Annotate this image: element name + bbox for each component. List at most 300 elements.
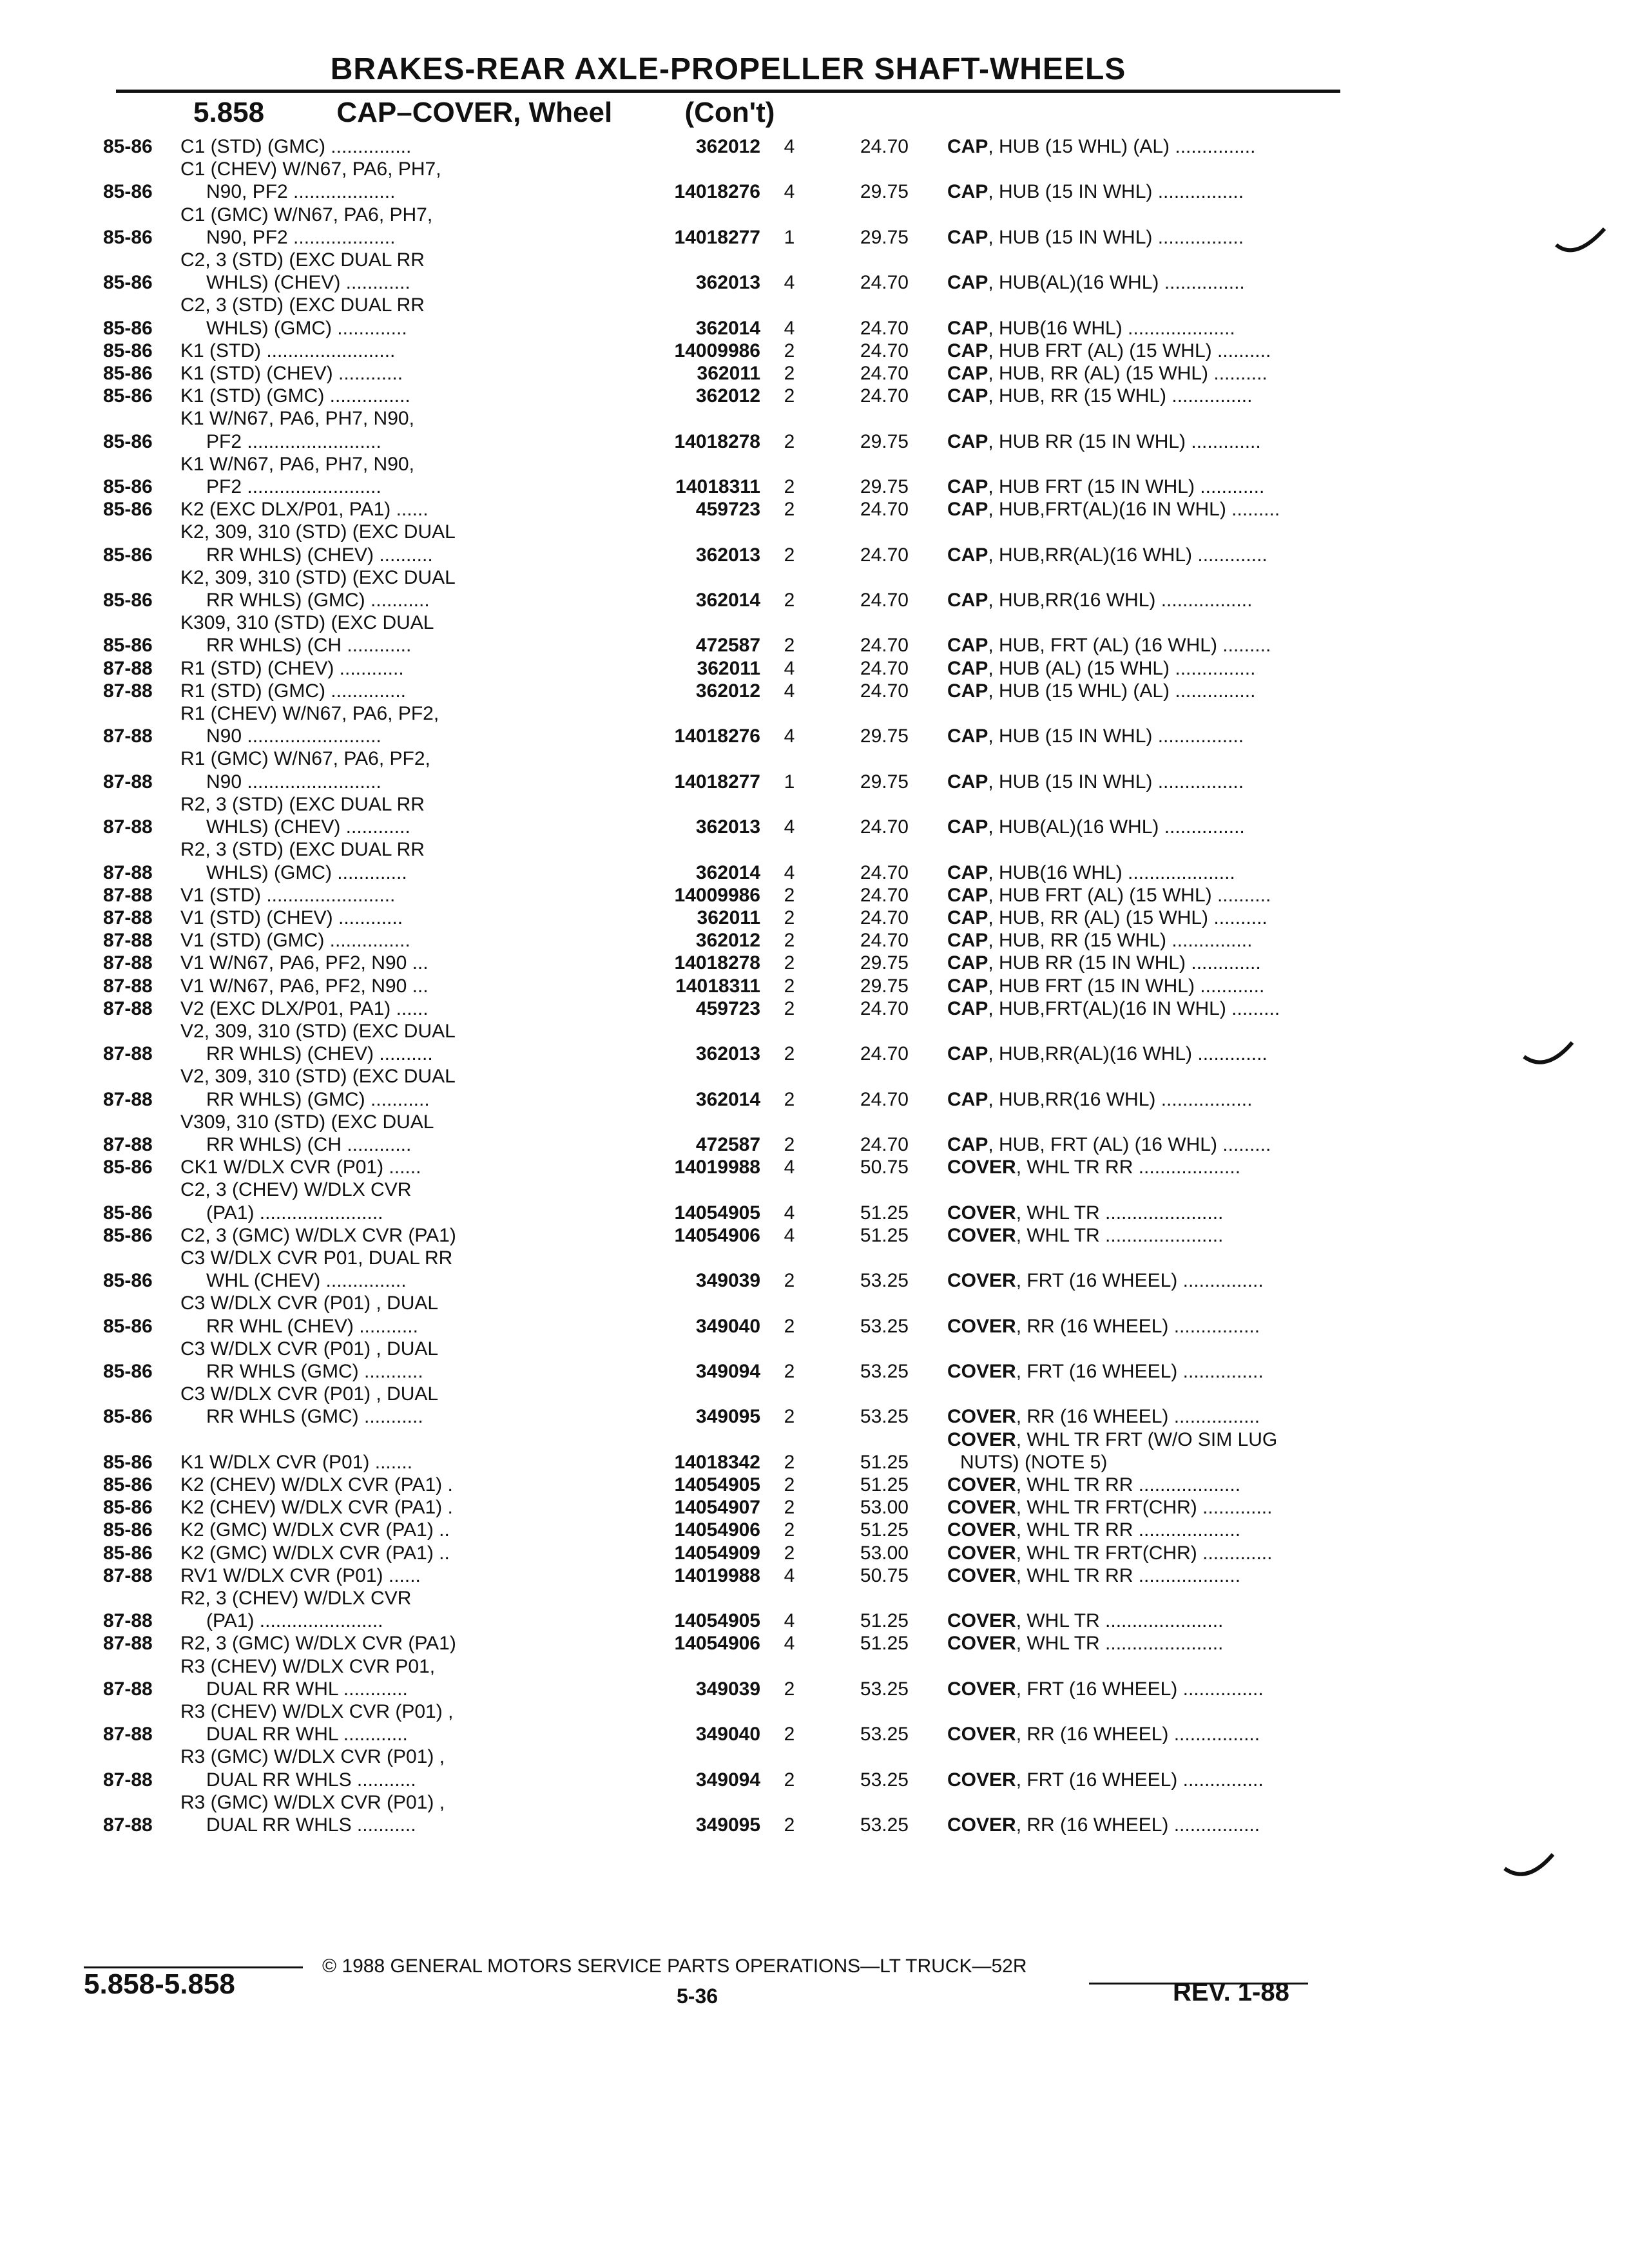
part-name: [909, 1723, 1398, 1745]
part-keyword: COVER: [947, 1474, 1016, 1495]
part-name: [909, 430, 1398, 453]
part-keyword: CAP: [947, 544, 988, 566]
part-number: 349094: [695, 1360, 760, 1382]
model-year: 87-88: [103, 1769, 153, 1791]
section-number: 5.858: [193, 97, 265, 128]
part-number: 14054906: [674, 1519, 760, 1541]
table-row: [103, 1383, 1360, 1428]
part-keyword: COVER: [947, 1315, 1016, 1337]
part-number: 349095: [695, 1406, 760, 1428]
part-keyword: CAP: [947, 181, 988, 203]
model-description: [180, 975, 631, 997]
part-name-line: CAP, HUB,RR(16 WHL) .................: [947, 590, 1253, 611]
quantity: 2: [784, 1315, 795, 1337]
quantity: 2: [784, 1451, 795, 1473]
description-line: RR WHLS) (GMC) ...........: [206, 1088, 430, 1110]
price: 53.25: [860, 1406, 909, 1428]
part-name-line: CAP, HUB,FRT(AL)(16 IN WHL) .........: [947, 499, 1280, 521]
part-name: [909, 340, 1398, 362]
table-row: [103, 1428, 1360, 1474]
description-line: K2 (EXC DLX/P01, PA1) ......: [180, 499, 429, 521]
model-description: [180, 1474, 631, 1496]
model-description: [180, 1247, 631, 1292]
part-number: 14054905: [674, 1610, 760, 1632]
table-row: [103, 884, 1360, 907]
description-line: C2, 3 (CHEV) W/DLX CVR: [180, 1179, 412, 1201]
description-line: WHLS) (GMC) .............: [206, 861, 407, 883]
part-name: [909, 907, 1398, 929]
model-description: [180, 929, 631, 952]
description-line: V1 (STD) ........................: [180, 884, 396, 906]
part-number: 14018278: [674, 430, 760, 452]
parts-list: [103, 135, 1360, 1836]
model-description: [180, 294, 631, 339]
table-row: [103, 975, 1360, 997]
model-description: [180, 1655, 631, 1700]
description-line: C3 W/DLX CVR P01, DUAL RR: [180, 1247, 453, 1269]
model-description: [180, 838, 631, 883]
description-line: DUAL RR WHL ............: [206, 1724, 408, 1745]
part-number: 459723: [695, 997, 760, 1019]
table-row: [103, 135, 1360, 158]
price: 51.25: [860, 1633, 909, 1655]
table-row: [103, 1587, 1360, 1632]
part-name-line: COVER, FRT (16 WHEEL) ...............: [947, 1360, 1264, 1382]
part-keyword: COVER: [947, 1610, 1016, 1632]
part-keyword: COVER: [947, 1519, 1016, 1541]
part-number: 14018276: [674, 726, 760, 747]
part-number: 362012: [695, 385, 760, 407]
quantity: 4: [784, 1202, 795, 1224]
footer-page-number: 5-36: [677, 1984, 718, 2008]
description-line: R3 (CHEV) W/DLX CVR P01,: [180, 1655, 436, 1677]
part-name-line: CAP, HUB RR (15 IN WHL) .............: [947, 430, 1261, 452]
part-number: 14018277: [674, 771, 760, 793]
price: 24.70: [860, 861, 909, 883]
model-description: [180, 952, 631, 974]
part-keyword: COVER: [947, 1633, 1016, 1655]
quantity: 2: [784, 1270, 795, 1292]
part-name: [909, 498, 1398, 521]
quantity: 2: [784, 476, 795, 498]
price: 51.25: [860, 1519, 909, 1541]
model-year: 87-88: [103, 816, 153, 838]
part-number: 362014: [695, 317, 760, 339]
table-row: [103, 498, 1360, 521]
model-description: [180, 566, 631, 611]
part-name: [909, 1088, 1398, 1111]
part-keyword: COVER: [947, 1678, 1016, 1700]
model-description: [180, 453, 631, 498]
quantity: 2: [784, 1769, 795, 1791]
model-year: 87-88: [103, 930, 153, 952]
table-row: [103, 1065, 1360, 1110]
part-name-line: CAP, HUB FRT (15 IN WHL) ............: [947, 476, 1265, 498]
part-name: [909, 816, 1398, 838]
quantity: 2: [784, 544, 795, 566]
model-year: 87-88: [103, 997, 153, 1019]
part-name-line: CAP, HUB,RR(AL)(16 WHL) .............: [947, 1043, 1268, 1065]
model-description: [180, 407, 631, 452]
description-line: C1 (STD) (GMC) ...............: [180, 136, 412, 157]
part-keyword: COVER: [947, 1564, 1016, 1586]
model-year: 85-86: [103, 1542, 153, 1564]
part-name-line: COVER, RR (16 WHEEL) ................: [947, 1315, 1260, 1337]
part-name: [909, 362, 1398, 385]
part-name: [909, 1542, 1398, 1564]
description-line: CK1 W/DLX CVR (P01) ......: [180, 1157, 421, 1178]
description-line: WHLS) (CHEV) ............: [206, 816, 410, 838]
table-row: [103, 907, 1360, 929]
model-description: [180, 1020, 631, 1065]
table-row: [103, 453, 1360, 498]
table-row: [103, 1292, 1360, 1337]
model-year: 85-86: [103, 1224, 153, 1246]
quantity: 2: [784, 997, 795, 1019]
part-name: [909, 884, 1398, 907]
part-keyword: CAP: [947, 861, 988, 883]
part-keyword: CAP: [947, 363, 988, 385]
part-keyword: COVER: [947, 1769, 1016, 1791]
description-line: C3 W/DLX CVR (P01) , DUAL: [180, 1383, 439, 1405]
price: 51.25: [860, 1610, 909, 1632]
price: 24.70: [860, 884, 909, 906]
description-line: R1 (GMC) W/N67, PA6, PF2,: [180, 748, 430, 770]
part-name-line: COVER, FRT (16 WHEEL) ...............: [947, 1270, 1264, 1292]
model-description: [180, 204, 631, 249]
model-description: [180, 611, 631, 657]
part-name-line: COVER, WHL TR ......................: [947, 1633, 1224, 1655]
quantity: 2: [784, 952, 795, 974]
model-description: [180, 521, 631, 566]
description-line: (PA1) .......................: [206, 1610, 383, 1632]
model-year: 85-86: [103, 385, 153, 407]
section-title: CAP–COVER, Wheel: [336, 97, 613, 128]
price: 24.70: [860, 385, 909, 407]
price: 24.70: [860, 136, 909, 157]
part-name-line: COVER, WHL TR ......................: [947, 1224, 1224, 1246]
part-number: 362014: [695, 861, 760, 883]
part-name-line: COVER, WHL TR RR ...................: [947, 1519, 1241, 1541]
part-number: 14018311: [675, 476, 760, 498]
description-line: RR WHLS) (CHEV) ..........: [206, 1043, 433, 1065]
part-number: 14019988: [674, 1564, 760, 1586]
description-line: R2, 3 (CHEV) W/DLX CVR: [180, 1588, 412, 1609]
model-description: [180, 340, 631, 362]
table-row: [103, 158, 1360, 203]
table-row: [103, 997, 1360, 1020]
quantity: 2: [784, 1474, 795, 1495]
model-description: [180, 793, 631, 838]
model-year: 85-86: [103, 363, 153, 385]
part-name: [909, 1224, 1398, 1247]
model-year: 87-88: [103, 975, 153, 997]
model-description: [180, 747, 631, 793]
model-year: 87-88: [103, 1043, 153, 1065]
price: 53.25: [860, 1769, 909, 1791]
model-year: 85-86: [103, 1157, 153, 1178]
description-line: N90 .........................: [206, 771, 381, 793]
part-name: [909, 1269, 1398, 1292]
model-year: 85-86: [103, 1360, 153, 1382]
part-name: [909, 317, 1398, 340]
model-year: 87-88: [103, 657, 153, 679]
part-number: 14009986: [674, 884, 760, 906]
part-name: [909, 680, 1398, 702]
model-description: [180, 1542, 631, 1564]
model-description: [180, 1224, 631, 1247]
table-row: [103, 1156, 1360, 1178]
table-row: [103, 1632, 1360, 1655]
description-line: PF2 .........................: [206, 430, 381, 452]
description-line: C1 (CHEV) W/N67, PA6, PH7,: [180, 159, 441, 180]
description-line: K2 (GMC) W/DLX CVR (PA1) ..: [180, 1519, 450, 1541]
part-keyword: COVER: [947, 1360, 1016, 1382]
quantity: 4: [784, 861, 795, 883]
part-number: 362011: [697, 907, 760, 928]
part-number: 14054909: [674, 1542, 760, 1564]
model-year: 87-88: [103, 771, 153, 793]
part-name: [909, 1610, 1398, 1632]
price: 24.70: [860, 317, 909, 339]
footer-copyright: © 1988 GENERAL MOTORS SERVICE PARTS OPERATIONS—LT TRUCK—52R: [322, 1956, 1027, 1977]
model-year: 87-88: [103, 884, 153, 906]
part-keyword: CAP: [947, 680, 988, 702]
part-name-line: CAP, HUB (15 WHL) (AL) ...............: [947, 136, 1256, 157]
quantity: 4: [784, 136, 795, 157]
model-year: 87-88: [103, 1814, 153, 1836]
part-name-line: CAP, HUB FRT (15 IN WHL) ............: [947, 975, 1265, 997]
quantity: 2: [784, 340, 795, 361]
table-row: [103, 1519, 1360, 1541]
model-year: 85-86: [103, 476, 153, 498]
part-keyword: CAP: [947, 657, 988, 679]
model-year: 85-86: [103, 635, 153, 657]
description-line: V1 (STD) (CHEV) ............: [180, 907, 403, 928]
part-number: 14018277: [674, 226, 760, 248]
price: 24.70: [860, 1133, 909, 1155]
description-line: WHL (CHEV) ...............: [206, 1270, 407, 1292]
part-name-line: COVER, WHL TR FRT (W/O SIM LUG: [947, 1428, 1278, 1450]
quantity: 4: [784, 1610, 795, 1632]
table-row: [103, 1178, 1360, 1224]
part-name: [909, 1519, 1398, 1541]
part-name: [909, 861, 1398, 884]
footer-range: 5.858-5.858: [84, 1968, 235, 2000]
price: 29.75: [860, 771, 909, 793]
part-name: [909, 1360, 1398, 1383]
part-name: [909, 725, 1398, 747]
model-description: [180, 135, 631, 158]
table-row: [103, 1700, 1360, 1745]
part-name: [909, 1315, 1398, 1338]
quantity: 2: [784, 1497, 795, 1519]
part-number: 362012: [695, 930, 760, 952]
part-name-line: COVER, WHL TR RR ...................: [947, 1474, 1241, 1495]
table-row: [103, 521, 1360, 566]
part-name-line: CAP, HUB(16 WHL) ....................: [947, 317, 1235, 339]
price: 29.75: [860, 975, 909, 997]
model-year: 87-88: [103, 680, 153, 702]
part-number: 362011: [697, 657, 760, 679]
description-line: K1 W/DLX CVR (P01) .......: [180, 1451, 413, 1473]
part-name-line: CAP, HUB (15 IN WHL) ................: [947, 181, 1244, 203]
part-number: 14009986: [674, 340, 760, 361]
part-name-line: CAP, HUB, FRT (AL) (16 WHL) .........: [947, 1133, 1271, 1155]
price: 24.70: [860, 340, 909, 361]
model-description: [180, 680, 631, 702]
part-keyword: CAP: [947, 430, 988, 452]
description-line: RR WHLS) (GMC) ...........: [206, 590, 430, 611]
quantity: 2: [784, 635, 795, 657]
price: 24.70: [860, 1088, 909, 1110]
check-mark-icon: [1553, 226, 1611, 264]
part-number: 14019988: [674, 1157, 760, 1178]
quantity: 2: [784, 1814, 795, 1836]
table-row: [103, 1247, 1360, 1292]
model-year: 87-88: [103, 1724, 153, 1745]
part-name: [909, 1496, 1398, 1519]
quantity: 2: [784, 1724, 795, 1745]
quantity: 2: [784, 1360, 795, 1382]
table-row: [103, 1655, 1360, 1700]
quantity: 2: [784, 499, 795, 521]
part-keyword: CAP: [947, 884, 988, 906]
price: 24.70: [860, 499, 909, 521]
part-keyword: COVER: [947, 1202, 1016, 1224]
description-line: V1 W/N67, PA6, PF2, N90 ...: [180, 975, 429, 997]
model-year: 87-88: [103, 1610, 153, 1632]
table-row: [103, 929, 1360, 952]
price: 29.75: [860, 476, 909, 498]
table-row: [103, 340, 1360, 362]
page-header: [116, 52, 1340, 93]
part-name: [909, 589, 1398, 611]
part-number: 14018276: [674, 181, 760, 203]
part-name: [909, 1814, 1398, 1836]
quantity: 2: [784, 1088, 795, 1110]
part-name-line: CAP, HUB, RR (AL) (15 WHL) ..........: [947, 907, 1268, 928]
quantity: 4: [784, 1224, 795, 1246]
part-name: [909, 1156, 1398, 1178]
part-keyword: COVER: [947, 1497, 1016, 1519]
price: 24.70: [860, 680, 909, 702]
price: 24.70: [860, 1043, 909, 1065]
price: 24.70: [860, 997, 909, 1019]
quantity: 2: [784, 385, 795, 407]
part-name: [909, 771, 1398, 793]
quantity: 1: [784, 771, 795, 793]
part-name-line: COVER, WHL TR FRT(CHR) .............: [947, 1497, 1273, 1519]
model-description: [180, 1791, 631, 1836]
description-line: V2, 309, 310 (STD) (EXC DUAL: [180, 1020, 456, 1042]
part-number: 14054905: [674, 1474, 760, 1495]
description-line: V2 (EXC DLX/P01, PA1) ......: [180, 997, 429, 1019]
part-name-line: CAP, HUB(AL)(16 WHL) ...............: [947, 816, 1245, 838]
part-name-line: CAP, HUB,FRT(AL)(16 IN WHL) .........: [947, 997, 1280, 1019]
part-keyword: CAP: [947, 771, 988, 793]
model-year: 87-88: [103, 907, 153, 928]
price: 53.25: [860, 1814, 909, 1836]
model-description: [180, 907, 631, 929]
description-line: DUAL RR WHLS ...........: [206, 1814, 416, 1836]
model-description: [180, 158, 631, 203]
description-line: C2, 3 (STD) (EXC DUAL RR: [180, 294, 425, 316]
model-description: [180, 362, 631, 385]
description-line: R3 (GMC) W/DLX CVR (P01) ,: [180, 1791, 445, 1813]
price: 53.25: [860, 1360, 909, 1382]
part-name: [909, 385, 1398, 407]
description-line: K1 (STD) ........................: [180, 340, 396, 361]
part-name: [909, 1632, 1398, 1655]
model-year: 85-86: [103, 226, 153, 248]
model-description: [180, 385, 631, 407]
part-number: 362013: [695, 816, 760, 838]
part-keyword: CAP: [947, 1133, 988, 1155]
part-number: 472587: [695, 1133, 760, 1155]
model-description: [180, 1178, 631, 1224]
quantity: 2: [784, 930, 795, 952]
check-mark-icon: [1501, 1849, 1559, 1888]
quantity: 2: [784, 590, 795, 611]
part-number: 14018311: [675, 975, 760, 997]
table-row: [103, 1791, 1360, 1836]
model-year: 85-86: [103, 1497, 153, 1519]
table-row: [103, 793, 1360, 838]
description-line: K2 (CHEV) W/DLX CVR (PA1) .: [180, 1474, 453, 1495]
section-cont: (Con't): [684, 97, 775, 128]
quantity: 2: [784, 1406, 795, 1428]
quantity: 4: [784, 680, 795, 702]
part-keyword: CAP: [947, 317, 988, 339]
description-line: K1 (STD) (CHEV) ............: [180, 363, 403, 385]
model-description: [180, 1111, 631, 1156]
part-keyword: CAP: [947, 975, 988, 997]
description-line: DUAL RR WHL ............: [206, 1678, 408, 1700]
table-row: [103, 249, 1360, 294]
price: 53.25: [860, 1270, 909, 1292]
quantity: 2: [784, 1542, 795, 1564]
part-name-line: COVER, FRT (16 WHEEL) ...............: [947, 1678, 1264, 1700]
quantity: 4: [784, 1633, 795, 1655]
quantity: 4: [784, 181, 795, 203]
quantity: 2: [784, 1043, 795, 1065]
part-number: 14018342: [674, 1451, 760, 1473]
description-line: V1 (STD) (GMC) ...............: [180, 930, 410, 952]
part-keyword: COVER: [947, 1724, 1016, 1745]
model-year: 85-86: [103, 181, 153, 203]
part-name-line: CAP, HUB,RR(16 WHL) .................: [947, 1088, 1253, 1110]
part-name-line: CAP, HUB, RR (AL) (15 WHL) ..........: [947, 363, 1268, 385]
table-row: [103, 294, 1360, 339]
part-number: 349039: [695, 1678, 760, 1700]
quantity: 2: [784, 1678, 795, 1700]
quantity: 2: [784, 430, 795, 452]
part-keyword: CAP: [947, 226, 988, 248]
part-name: [909, 997, 1398, 1020]
part-name-line: CAP, HUB RR (15 IN WHL) .............: [947, 952, 1261, 974]
part-number: 14018278: [674, 952, 760, 974]
description-line: R1 (CHEV) W/N67, PA6, PF2,: [180, 703, 439, 725]
quantity: 4: [784, 317, 795, 339]
price: 24.70: [860, 816, 909, 838]
part-name-line: COVER, FRT (16 WHEEL) ...............: [947, 1769, 1264, 1791]
part-keyword: CAP: [947, 272, 988, 294]
description-line: R3 (GMC) W/DLX CVR (P01) ,: [180, 1746, 445, 1768]
part-name-line: CAP, HUB (AL) (15 WHL) ...............: [947, 657, 1256, 679]
description-line: PF2 .........................: [206, 476, 381, 498]
part-keyword: COVER: [947, 1270, 1016, 1292]
